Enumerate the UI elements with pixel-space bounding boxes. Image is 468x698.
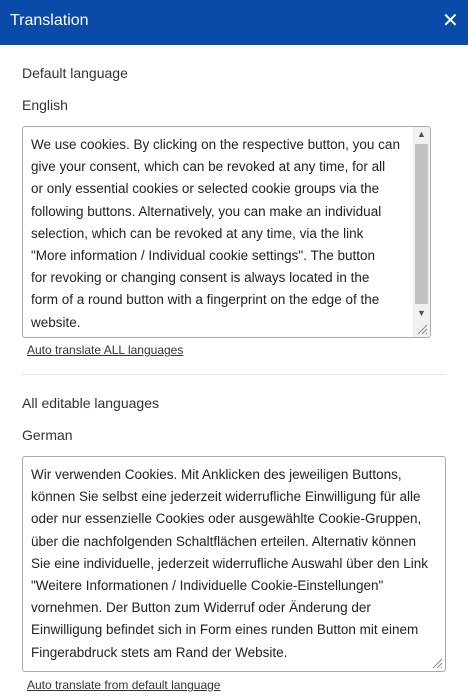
german-textarea[interactable] [22,456,446,672]
default-language-textarea[interactable] [22,126,431,338]
default-language-name: English [22,97,68,113]
textarea-scrollbar[interactable] [413,127,430,337]
dialog-title: Translation [10,12,89,29]
auto-translate-default-link[interactable]: Auto translate from default language [27,678,221,692]
editable-languages-heading: All editable languages [22,395,159,411]
resize-grip-icon[interactable] [431,657,443,669]
german-text: Wir verwenden Cookies. Mit Anklicken des jeweiligen Buttons, können Sie selbst eine jederzeit widerrufliche Einwilligung für alle oder nur essenzielle Cookies oder ausgewählte Cookie-Gruppen, über die nachfolgenden Schaltflächen erteilen. Alternativ können Sie eine individuelle, jederzeit widerrufliche Auswahl über den Link "Weitere Informationen / Individuelle Cookie-Einstellungen" vornehmen. Der Button zum Widerruf oder Änderung der Einwilligung befindet sich in Form eines runden Button mit einem Fingerabdruck stets am Rand der Website. [31,467,428,660]
dialog-header [0,0,468,45]
auto-translate-all-link[interactable]: Auto translate ALL languages [27,343,184,357]
chevron-up-icon[interactable]: ▲ [417,129,426,139]
scrollbar-thumb[interactable] [415,144,428,304]
section-divider [22,374,446,375]
default-language-text: We use cookies. By clicking on the respective button, you can give your consent, which can be revoked at any time, for all or only essential cookies or selected cookie groups via the following buttons. Alternatively, you can make an individual selection, which can be revoked at any time, via the link "More information / Individual cookie settings". The button for revoking or changing consent is always located in the form of a round button with a fingerprint on the edge of the website. [31,137,400,330]
editable-language-name: German [22,427,73,443]
default-language-heading: Default language [22,65,128,81]
close-icon[interactable]: ✕ [442,10,459,32]
resize-grip-icon[interactable] [416,323,428,335]
chevron-down-icon[interactable]: ▼ [417,308,426,318]
